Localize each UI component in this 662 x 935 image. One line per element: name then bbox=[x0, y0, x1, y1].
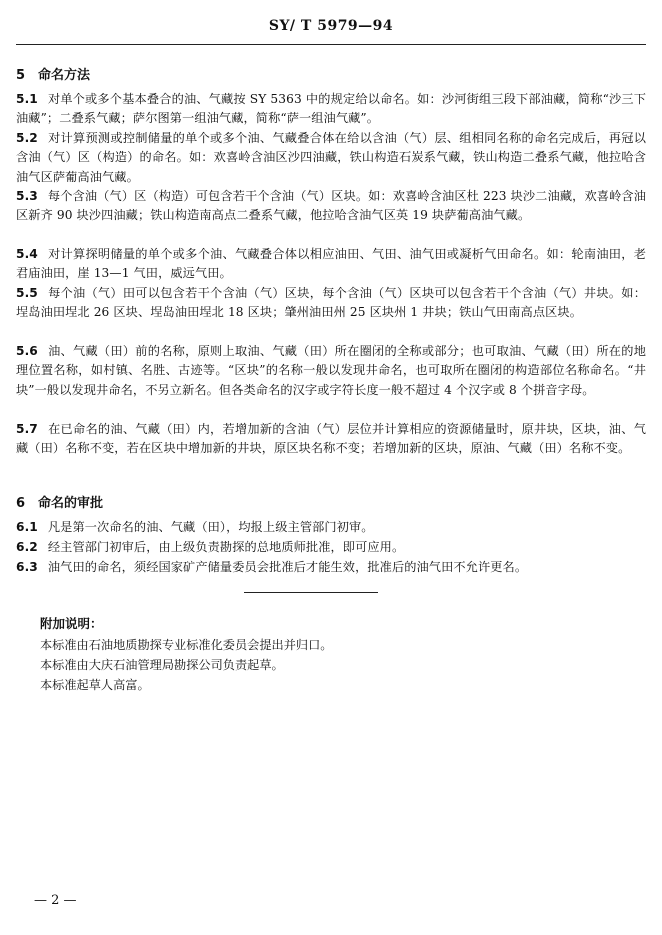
clause-6-1 bbox=[16, 518, 646, 537]
header-rule bbox=[16, 44, 646, 45]
separator-rule bbox=[244, 592, 378, 593]
section-5-heading bbox=[16, 64, 90, 83]
clause-text: 在已命名的油、气藏（田）内，若增加新的含油（气）层位并计算相应的资源储量时，原井块，区块，油、气藏（田）名称不变，若在区块中增加新的井块，原区块名称不变；若增加新的区块，原油、气藏（田）名称不变。 bbox=[16, 422, 646, 456]
clause-text: 凡是第一次命名的油、气藏（田），均报上级主管部门初审。 bbox=[47, 520, 374, 534]
clause-number: 6.2 bbox=[16, 540, 38, 554]
clause-5-3 bbox=[16, 187, 646, 226]
appendix-line: 本标准由大庆石油管理局勘探公司负责起草。 bbox=[40, 658, 284, 672]
clause-text: 油气田的命名，须经国家矿产储量委员会批准后才能生效，批准后的油气田不允许更名。 bbox=[47, 560, 528, 574]
appendix-line: 本标准由石油地质勘探专业标准化委员会提出并归口。 bbox=[40, 638, 333, 652]
clause-5-1 bbox=[16, 90, 646, 129]
clause-number: 6.3 bbox=[16, 560, 38, 574]
clause-number: 5.3 bbox=[16, 189, 38, 203]
appendix-title: 附加说明： bbox=[40, 616, 103, 631]
section-6-title: 命名的审批 bbox=[38, 496, 104, 511]
section-6-number: 6 bbox=[16, 496, 26, 511]
clause-text: 对计算探明储量的单个或多个油、气藏叠合体以相应油田、气田、油气田或凝析气田命名。如：轮南油田，老君庙油田，崖 13—1 气田，威远气田。 bbox=[16, 247, 646, 281]
appendix-line: 本标准起草人高富。 bbox=[40, 678, 150, 692]
section-5-number: 5 bbox=[16, 68, 26, 83]
clause-text: 对单个或多个基本叠合的油、气藏按 SY 5363 中的规定给以命名。如：沙河街组三段下部油藏，简称“沙三下油藏”；二叠系气藏；萨尔图第一组油气藏，简称“萨一组油气藏”。 bbox=[16, 92, 646, 126]
clause-number: 5.2 bbox=[16, 131, 38, 145]
clause-6-3 bbox=[16, 558, 646, 577]
page-number: — 2 — bbox=[34, 893, 77, 908]
clause-5-7 bbox=[16, 420, 646, 459]
clause-6-2 bbox=[16, 538, 646, 557]
clause-text: 每个含油（气）区（构造）可包含若干个含油（气）区块。如：欢喜岭含油区杜 223 块沙二油藏，欢喜岭含油区新齐 90 块沙四油藏；铁山构造南高点二叠系气藏，他拉哈含油气区英 19 块萨葡高油气藏。 bbox=[16, 189, 646, 223]
clause-number: 5.6 bbox=[16, 344, 38, 358]
section-6-heading bbox=[16, 492, 103, 511]
clause-text: 对计算预测或控制储量的单个或多个油、气藏叠合体在给以含油（气）层、组相同名称的命名完成后，再冠以含油（气）区（构造）的命名。如：欢喜岭含油区沙四油藏，铁山构造石炭系气藏，铁山构造二叠系气藏，他拉哈含油气区萨葡高油气藏。 bbox=[16, 131, 646, 184]
section-5-title: 命名方法 bbox=[38, 68, 91, 83]
clause-number: 6.1 bbox=[16, 520, 38, 534]
clause-number: 5.1 bbox=[16, 92, 38, 106]
clause-5-6 bbox=[16, 342, 646, 400]
clause-number: 5.4 bbox=[16, 247, 38, 261]
clause-text: 经主管部门初审后，由上级负责勘探的总地质师批准，即可应用。 bbox=[47, 540, 405, 554]
clause-number: 5.7 bbox=[16, 422, 38, 436]
clause-text: 油、气藏（田）前的名称，原则上取油、气藏（田）所在圈闭的全称或部分；也可取油、气藏（田）所在的地理位置名称，如村镇、名胜、古迹等。“区块”的名称一般以发现井命名，也可取所在圈闭的构造部位名称命名。“井块”一般以发现井命名，不另立新名。但各类命名的汉字或字符长度一般不超过 4 个汉字或 8 个拼音字母。 bbox=[16, 344, 646, 397]
clause-5-5 bbox=[16, 284, 646, 323]
clause-number: 5.5 bbox=[16, 286, 38, 300]
standard-code-header: SY/ T 5979—94 bbox=[268, 18, 394, 34]
clause-5-4 bbox=[16, 245, 646, 284]
clause-text: 每个油（气）田可以包含若干个含油（气）区块，每个含油（气）区块可以包含若干个含油（气）井块。如：埕岛油田埕北 26 区块、埕岛油田埕北 18 区块；肇州油田州 25 区块州 1 井块；铁山气田南高点区块。 bbox=[16, 286, 646, 320]
clause-5-2 bbox=[16, 129, 646, 187]
